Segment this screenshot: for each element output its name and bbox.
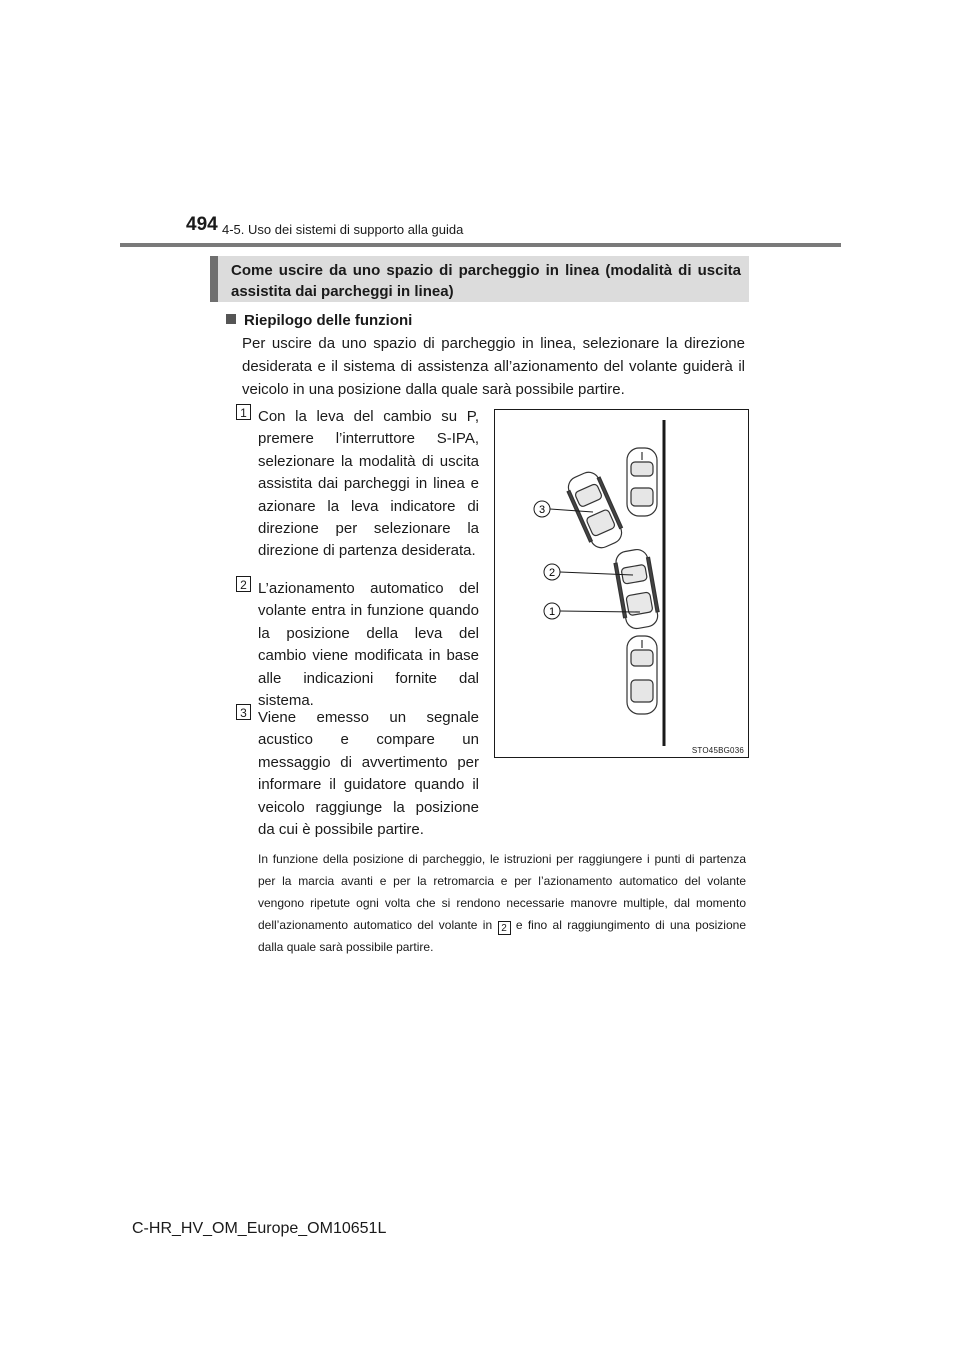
header-rule: [120, 243, 841, 247]
step-text-3: Viene emesso un segnale acustico e compare un messaggio di avvertimento per informare il guidatore quando il veicolo raggiunge la posizione da cui è possibile partire.: [258, 709, 479, 839]
parked-car-front: [627, 448, 657, 516]
parked-car-rear: [627, 636, 657, 714]
callout-label-1: 1: [548, 606, 556, 618]
own-car-position-3: [563, 468, 627, 552]
own-car-position-1: [612, 547, 661, 630]
callout-label-2: 2: [548, 567, 556, 579]
step-number-2: 2: [236, 576, 251, 592]
bullet-square-icon: [226, 314, 236, 324]
intro-paragraph: Per uscire da uno spazio di parcheggio in linea, selezionare la direzione desiderata e il sistema di assistenza all’azionamento del volante guiderà il veicolo in una posizione dalla quale sarà possibile partire.: [242, 335, 745, 398]
note-paragraph: [258, 848, 746, 958]
section-title: Come uscire da uno spazio di parcheggio in linea (modalità di uscita assistita dai parcheggi in linea): [210, 256, 749, 302]
callout-label-3: 3: [538, 504, 546, 516]
note-step-number: 2: [498, 921, 511, 935]
step-text-2: L’azionamento automatico del volante entra in funzione quando la posizione della leva del cambio viene modificata in base alle indicazioni fornite dal sistema.: [258, 580, 479, 710]
note-text-after: e fino al raggiungimento di una posizione dalla quale sarà possibile partire.: [258, 918, 746, 954]
step-number-3: 3: [236, 704, 251, 720]
footer-code: C-HR_HV_OM_Europe_OM10651L: [132, 1220, 387, 1237]
subsection-heading: [226, 312, 412, 329]
parking-exit-figure: [494, 409, 749, 758]
step-number-1: 1: [236, 404, 251, 420]
step-text-1: Con la leva del cambio su P, premere l’interruttore S-IPA, selezionare la modalità di uscita assistita dai parcheggi in linea e azionare la leva indicatore di direzione per selezionare la direzione di partenza desiderata.: [258, 408, 479, 560]
page-number: 494: [186, 214, 218, 235]
running-head: 4-5. Uso dei sistemi di supporto alla guida: [222, 222, 464, 237]
subsection-title: Riepilogo delle funzioni: [244, 312, 413, 329]
note-text-before: In funzione della posizione di parcheggio, le istruzioni per raggiungere i punti di partenza per la marcia avanti e per la retromarcia e per l’azionamento automatico del volante vengono ripetute ogni volta che si rendono necessarie manovre multiple, dal momento dell’azionamento automatico del volante in: [258, 852, 746, 932]
parking-illustration: [495, 410, 748, 757]
figure-code: STO45BG036: [691, 746, 744, 755]
